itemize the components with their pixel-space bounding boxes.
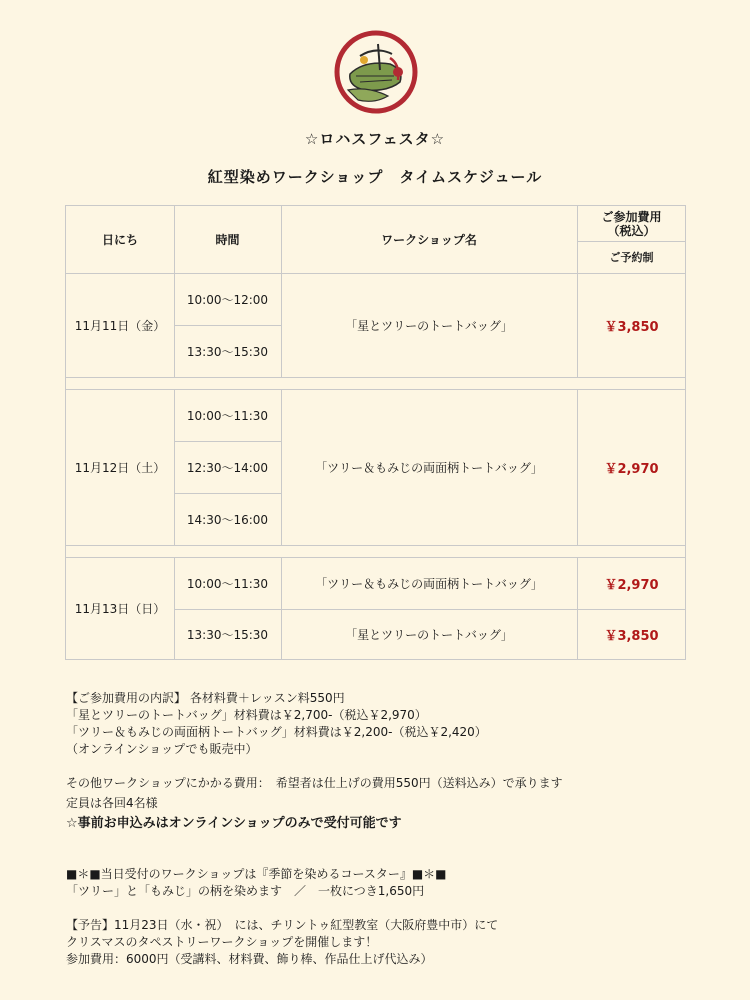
preview-line-3: 参加費用：6000円（受講料、材料費、飾り棒、作品仕上げ代込み）	[66, 952, 433, 966]
other-cost: その他ワークショップにかかる費用： 希望者は仕上げの費用550円（送料込み）で承ります	[66, 776, 563, 790]
preview-line-1: 【予告】11月23日（水・祝） には、チリントゥ紅型教室（大阪府豊中市）にて	[66, 918, 499, 932]
fee-cell: ￥2,970	[604, 461, 659, 477]
time-cell: 12:30～14:00	[186, 460, 269, 475]
notes-section	[66, 690, 706, 968]
date-cell: 11月11日（金）	[74, 318, 166, 333]
header-time: 時間	[215, 233, 240, 247]
fee-cell: ￥3,850	[604, 629, 659, 644]
time-cell: 10:00～11:30	[186, 408, 269, 423]
workshop-name-cell: 「星とツリーのトートバッグ」	[345, 628, 513, 642]
header-reserve: ご予約制	[609, 251, 654, 264]
bingata-emblem-icon	[334, 30, 418, 114]
date-cell: 11月13日（日）	[74, 602, 166, 616]
time-cell: 13:30～15:30	[186, 628, 269, 642]
fee-breakdown: 【ご参加費用の内訳】 各材料費＋レッスン料550円	[66, 691, 345, 705]
date-cell: 11月12日（土）	[74, 460, 166, 475]
header-workshop: ワークショップ名	[381, 233, 477, 247]
time-cell: 10:00～12:00	[186, 292, 269, 307]
sameday-title: ■＊■当日受付のワークショップは『季節を染めるコースター』■＊■	[66, 867, 447, 881]
workshop-name-cell: 「星とツリーのトートバッグ」	[345, 318, 513, 333]
material-tree: 「ツリー＆もみじの両面柄トートバッグ」材料費は￥2,200-（税込￥2,420）	[66, 725, 487, 739]
workshop-name-cell: 「ツリー＆もみじの両面柄トートバッグ」	[315, 576, 543, 591]
time-cell: 14:30～16:00	[186, 512, 269, 527]
preview-line-2: クリスマスのタペストリーワークショップを開催します！	[66, 935, 378, 949]
fee-cell: ￥2,970	[604, 577, 659, 593]
schedule-title: 紅型染めワークショップ タイムスケジュール	[207, 168, 543, 186]
schedule-table	[65, 205, 686, 660]
event-title: ☆ロハスフェスタ☆	[304, 130, 446, 148]
reservation-note: ☆事前お申込みはオンラインショップのみで受付可能です	[66, 816, 402, 831]
header-date: 日にち	[101, 233, 138, 247]
time-cell: 10:00～11:30	[186, 576, 269, 591]
time-cell: 13:30～15:30	[186, 344, 269, 359]
material-star: 「星とツリーのトートバッグ」材料費は￥2,700-（税込￥2,970）	[66, 708, 427, 722]
capacity: 定員は各回4名様	[66, 796, 158, 810]
sameday-detail: 「ツリー」と「もみじ」の柄を染めます ／ 一枚につき1,650円	[66, 884, 425, 898]
fee-cell: ￥3,850	[604, 319, 659, 335]
workshop-name-cell: 「ツリー＆もみじの両面柄トートバッグ」	[315, 460, 543, 475]
online-note: （オンラインショップでも販売中）	[66, 742, 258, 756]
header-fee: ご参加費用 （税込）	[601, 209, 662, 238]
